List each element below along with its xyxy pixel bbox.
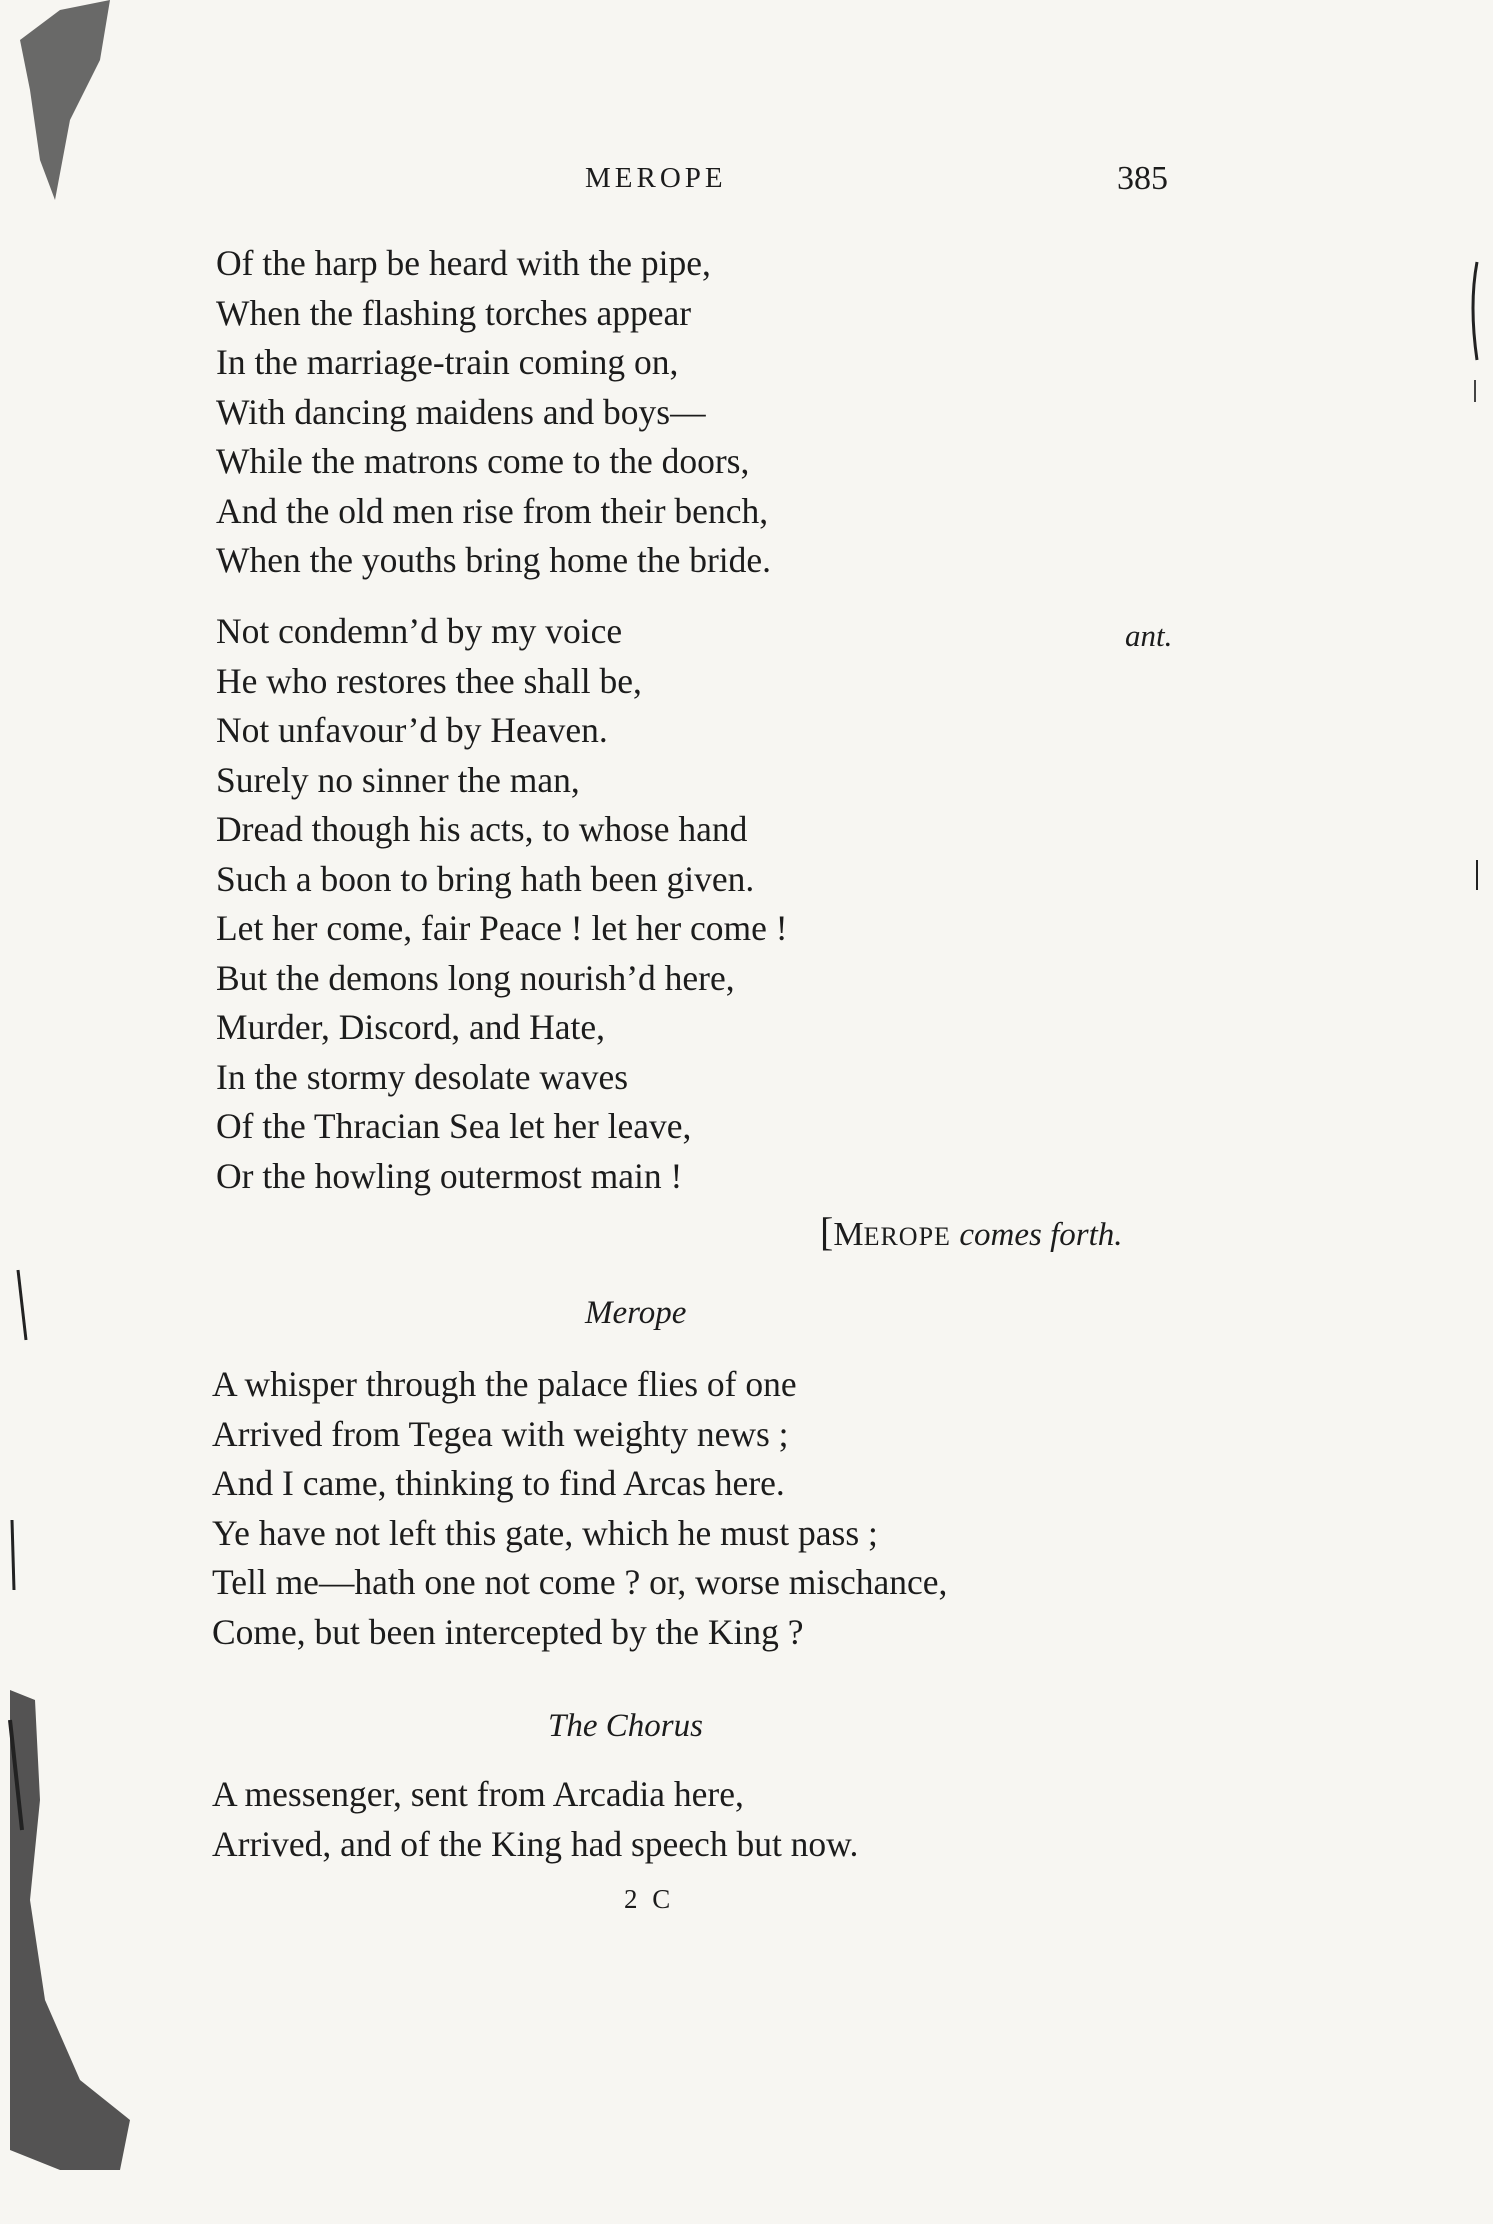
stage-direction-bracket: [ [820, 1209, 834, 1254]
page-number: 385 [1117, 160, 1168, 197]
verse-line: Surely no sinner the man, [216, 759, 580, 800]
verse-line: Or the howling outermost main ! [216, 1155, 683, 1196]
verse-line: Of the harp be heard with the pipe, [216, 243, 711, 283]
verse-line: While the matrons come to the doors, [216, 441, 750, 481]
verse-line: Not condemn’d by my voice [216, 611, 623, 651]
speaker-heading-merope: Merope [585, 1295, 687, 1331]
verse-line: Dread though his acts, to whose hand [216, 809, 748, 849]
chorus-speech [212, 1770, 858, 1869]
verse-line: When the youths bring home the bride. [216, 540, 772, 580]
verse-line: But the demons long nourish’d here, [216, 957, 735, 998]
verse-line: Arrived, and of the King had speech but now. [212, 1823, 859, 1864]
merope-speech [212, 1360, 947, 1657]
verse-line: A messenger, sent from Arcadia here, [212, 1774, 744, 1814]
verse-line: Let her come, fair Peace ! let her come ! [216, 908, 788, 948]
verse-line: Tell me—hath one not come ? or, worse mischance, [212, 1562, 948, 1602]
verse-line: With dancing maidens and boys— [216, 391, 706, 432]
verse-line: Arrived from Tegea with weighty news ; [212, 1413, 789, 1454]
verse-line: In the marriage-train coming on, [216, 342, 679, 382]
verse-line: Such a boon to bring hath been given. [216, 858, 755, 899]
stage-direction-action: comes forth. [959, 1217, 1123, 1253]
speaker-heading-chorus: The Chorus [548, 1708, 703, 1744]
right-margin-marks [1455, 0, 1493, 2224]
verse-line: In the stormy desolate waves [216, 1056, 629, 1097]
page-edge-shadow [0, 0, 130, 2224]
verse-line: And the old men rise from their bench, [216, 490, 769, 531]
verse-line: And I came, thinking to find Arcas here. [212, 1463, 785, 1503]
printer-signature: 2 C [624, 1884, 675, 1914]
verse-line: Ye have not left this gate, which he must pass ; [212, 1512, 878, 1553]
stage-direction [820, 1208, 1123, 1255]
verse-line: Come, but been intercepted by the King ? [212, 1611, 804, 1652]
running-header-title: MEROPE [585, 162, 727, 194]
stage-direction-character: MEROPE [833, 1216, 951, 1253]
verse-line: A whisper through the palace flies of one [212, 1364, 797, 1404]
stanza-antistrophe [216, 607, 788, 1201]
verse-line: Not unfavour’d by Heaven. [216, 710, 608, 750]
antistrophe-marker: ant. [1125, 618, 1173, 653]
verse-line: Murder, Discord, and Hate, [216, 1007, 605, 1047]
verse-line: He who restores thee shall be, [216, 660, 642, 701]
stanza-strophe [216, 239, 771, 586]
verse-line: When the flashing torches appear [216, 292, 692, 333]
verse-line: Of the Thracian Sea let her leave, [216, 1106, 692, 1146]
